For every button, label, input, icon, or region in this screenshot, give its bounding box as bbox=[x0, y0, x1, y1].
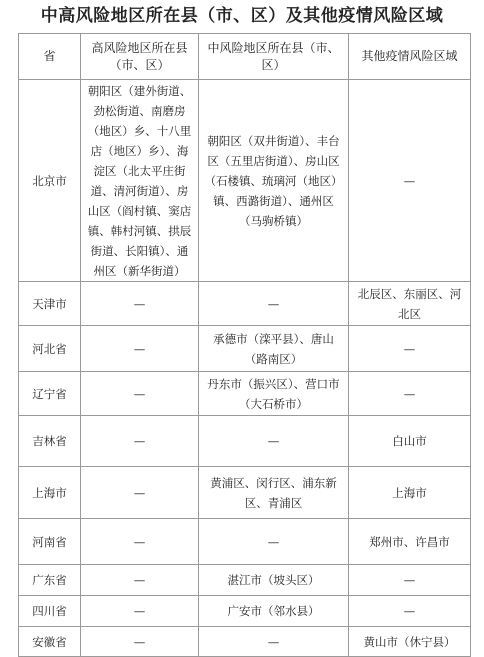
row-high-risk: — bbox=[81, 416, 199, 467]
row-other-risk: 上海市 bbox=[349, 467, 471, 519]
row-medium-risk: — bbox=[199, 519, 349, 565]
row-province: 广东省 bbox=[19, 565, 81, 596]
row-medium-risk: 承德市（滦平县）、唐山（路南区） bbox=[199, 326, 349, 372]
row-medium-risk: 黄浦区、闵行区、浦东新区、青浦区 bbox=[199, 467, 349, 519]
row-province: 河南省 bbox=[19, 519, 81, 565]
row-other-risk: — bbox=[349, 372, 471, 416]
row-high-risk: — bbox=[81, 372, 199, 416]
row-province: 北京市 bbox=[19, 80, 81, 282]
row-province: 辽宁省 bbox=[19, 372, 81, 416]
row-high-risk: — bbox=[81, 519, 199, 565]
row-medium-risk: — bbox=[199, 282, 349, 326]
row-other-risk: 白山市 bbox=[349, 416, 471, 467]
header-province: 省 bbox=[19, 34, 81, 80]
row-other-risk: 郑州市、许昌市 bbox=[349, 519, 471, 565]
table-row bbox=[19, 80, 471, 282]
row-province: 吉林省 bbox=[19, 416, 81, 467]
header-high-risk: 高风险地区所在县（市、区） bbox=[81, 34, 199, 80]
row-high-risk: — bbox=[81, 565, 199, 596]
row-high-risk: — bbox=[81, 596, 199, 627]
row-high-risk: — bbox=[81, 467, 199, 519]
row-province: 河北省 bbox=[19, 326, 81, 372]
row-medium-risk: 湛江市（坡头区） bbox=[199, 565, 349, 596]
table-row bbox=[19, 282, 471, 326]
row-other-risk: — bbox=[349, 596, 471, 627]
risk-area-table bbox=[18, 33, 471, 657]
row-medium-risk: — bbox=[199, 627, 349, 657]
row-medium-risk: 广安市（邻水县） bbox=[199, 596, 349, 627]
row-high-risk: — bbox=[81, 326, 199, 372]
row-medium-risk: 朝阳区（双井街道）、丰台区（五里店街道）、房山区（石楼镇、琉璃河（地区）镇、西潞街道）、通州区（马驹桥镇） bbox=[199, 80, 349, 282]
table-row bbox=[19, 519, 471, 565]
table-row bbox=[19, 326, 471, 372]
row-other-risk: — bbox=[349, 80, 471, 282]
table-row bbox=[19, 596, 471, 627]
row-province: 安徽省 bbox=[19, 627, 81, 657]
row-other-risk: — bbox=[349, 326, 471, 372]
row-province: 天津市 bbox=[19, 282, 81, 326]
table-row bbox=[19, 372, 471, 416]
table-row bbox=[19, 416, 471, 467]
row-other-risk: 黄山市（休宁县） bbox=[349, 627, 471, 657]
row-province: 上海市 bbox=[19, 467, 81, 519]
table-row bbox=[19, 565, 471, 596]
row-other-risk: 北辰区、东丽区、河北区 bbox=[349, 282, 471, 326]
table-row bbox=[19, 627, 471, 657]
row-medium-risk: — bbox=[199, 416, 349, 467]
header-medium-risk: 中风险地区所在县（市、区） bbox=[199, 34, 349, 80]
document-title: 中高风险地区所在县（市、区）及其他疫情风险区域 bbox=[40, 6, 444, 26]
row-high-risk: 朝阳区（建外街道、劲松街道、南磨房（地区）乡、十八里店（地区）乡）、海淀区（北太平庄街道、清河街道）、房山区（阎村镇、窦店镇、韩村河镇、拱辰街道、长阳镇）、通州区（新华街道） bbox=[81, 80, 199, 282]
row-high-risk: — bbox=[81, 627, 199, 657]
row-province: 四川省 bbox=[19, 596, 81, 627]
row-medium-risk: 丹东市（振兴区）、营口市（大石桥市） bbox=[199, 372, 349, 416]
row-high-risk: — bbox=[81, 282, 199, 326]
row-other-risk: — bbox=[349, 565, 471, 596]
table-row bbox=[19, 467, 471, 519]
table-header-row bbox=[19, 34, 471, 80]
header-other-risk: 其他疫情风险区域 bbox=[349, 34, 471, 80]
